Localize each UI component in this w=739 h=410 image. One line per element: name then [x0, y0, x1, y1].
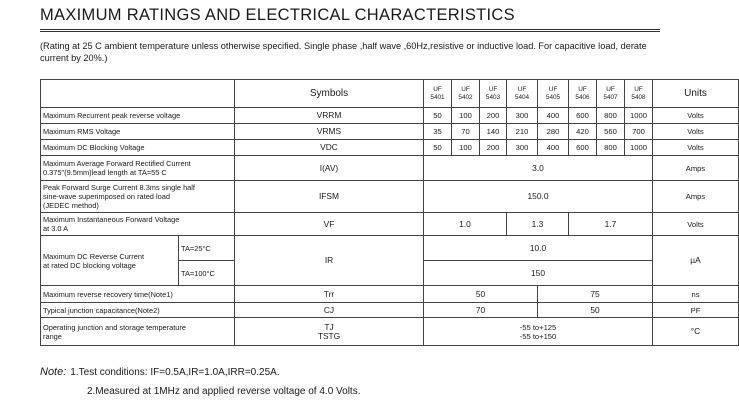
ratings-table [40, 79, 739, 346]
unit-cj: PF [653, 303, 739, 318]
unit-iav: Amps [653, 156, 739, 181]
label-ifsm: Peak Forward Surge Current 8.3ms single half sine-wave superimposed on rated load (JEDEC method) [41, 181, 235, 213]
vdc-5401: 50 [424, 140, 452, 156]
rating-conditions: (Rating at 25 C ambient temperature unless otherwise specified. Single phase ,half wave ,60Hz,resistive or inductive load. For capacitive load, derate current by 20%.) [40, 41, 647, 63]
symbol-ir: IR [235, 236, 424, 286]
symbol-vf: VF [235, 213, 424, 236]
header-symbols: Symbols [235, 80, 424, 108]
vdc-5403: 200 [480, 140, 507, 156]
vdc-5405: 400 [538, 140, 569, 156]
label-vf: Maximum Instantaneous Forward Voltage at 3.0 A [41, 213, 235, 236]
notes [40, 363, 361, 401]
vdc-5402: 100 [452, 140, 480, 156]
row-ifsm [41, 181, 739, 213]
label-cj: Typical junction capacitance(Note2) [41, 303, 235, 318]
value-ifsm: 150.0 [424, 181, 653, 213]
vrms-5403: 140 [480, 124, 507, 140]
value-temp: -55 to+125 -55 to+150 [424, 318, 653, 346]
label-vdc: Maximum DC Blocking Voltage [41, 140, 235, 156]
value-cj-a: 70 [424, 303, 538, 318]
unit-trr: ns [653, 286, 739, 303]
vrms-5407: 560 [597, 124, 625, 140]
unit-temp: °C [653, 318, 739, 346]
vrrm-5401: 50 [424, 108, 452, 124]
header-part-5403: UF 5403 [480, 80, 507, 108]
value-trr-a: 50 [424, 286, 538, 303]
symbol-vdc: VDC [235, 140, 424, 156]
vrms-5406: 420 [569, 124, 597, 140]
title-rule-top [40, 29, 660, 30]
notes-lead: Note: [40, 366, 67, 378]
value-vf-a: 1.0 [424, 213, 507, 236]
label-ir: Maximum DC Reverse Current at rated DC blocking voltage [41, 236, 179, 286]
label-vrms: Maximum RMS Voltage [41, 124, 235, 140]
vrrm-5404: 300 [507, 108, 538, 124]
header-part-5406: UF 5406 [569, 80, 597, 108]
row-cj [41, 303, 739, 318]
page-title: MAXIMUM RATINGS AND ELECTRICAL CHARACTERISTICS [40, 6, 515, 24]
row-vrrm [41, 108, 739, 124]
label-temp: Operating junction and storage temperature range [41, 318, 235, 346]
title-rule-bottom [40, 31, 660, 32]
header-part-5401: UF 5401 [424, 80, 452, 108]
unit-ir: µA [653, 236, 739, 286]
header-part-5407: UF 5407 [597, 80, 625, 108]
symbol-ifsm: IFSM [235, 181, 424, 213]
row-ir-25 [41, 236, 739, 261]
vrms-5402: 70 [452, 124, 480, 140]
vrrm-5408: 1000 [625, 108, 653, 124]
unit-vdc: Volts [653, 140, 739, 156]
vrrm-5405: 400 [538, 108, 569, 124]
header-row [41, 80, 739, 108]
row-temp [41, 318, 739, 346]
row-iav [41, 156, 739, 181]
vdc-5407: 800 [597, 140, 625, 156]
label-iav: Maximum Average Forward Rectified Current 0.375"(9.5mm)lead length at TA=55 C [41, 156, 235, 181]
row-trr [41, 286, 739, 303]
vrrm-5403: 200 [480, 108, 507, 124]
row-vdc [41, 140, 739, 156]
row-vf [41, 213, 739, 236]
vrms-5401: 35 [424, 124, 452, 140]
header-part-5402: UF 5402 [452, 80, 480, 108]
unit-vrms: Volts [653, 124, 739, 140]
symbol-temp: TJ TSTG [235, 318, 424, 346]
header-part-5404: UF 5404 [507, 80, 538, 108]
vrms-5405: 280 [538, 124, 569, 140]
label-trr: Maximum reverse recovery time(Note1) [41, 286, 235, 303]
symbol-vrms: VRMS [235, 124, 424, 140]
value-ir-100: 150 [424, 261, 653, 286]
symbol-cj: CJ [235, 303, 424, 318]
symbol-iav: I(AV) [235, 156, 424, 181]
cond-ir-100: TA=100°C [179, 261, 235, 286]
note-1: 1.Test conditions: IF=0.5A,IR=1.0A,IRR=0.25A. [70, 367, 280, 378]
header-part-5408: UF 5408 [625, 80, 653, 108]
note-2: 2.Measured at 1MHz and applied reverse voltage of 4.0 Volts. [87, 386, 361, 397]
unit-ifsm: Amps [653, 181, 739, 213]
value-trr-b: 75 [538, 286, 653, 303]
header-blank [41, 80, 235, 108]
header-units: Units [653, 80, 739, 108]
vdc-5406: 600 [569, 140, 597, 156]
value-iav: 3.0 [424, 156, 653, 181]
cond-ir-25: TA=25°C [179, 236, 235, 261]
vdc-5404: 300 [507, 140, 538, 156]
unit-vf: Volts [653, 213, 739, 236]
vrms-5408: 700 [625, 124, 653, 140]
value-vf-b: 1.3 [507, 213, 569, 236]
value-vf-c: 1.7 [569, 213, 653, 236]
row-vrms [41, 124, 739, 140]
vdc-5408: 1000 [625, 140, 653, 156]
header-part-5405: UF 5405 [538, 80, 569, 108]
symbol-trr: Trr [235, 286, 424, 303]
label-vrrm: Maximum Recurrent peak reverse voltage [41, 108, 235, 124]
vrrm-5402: 100 [452, 108, 480, 124]
symbol-vrrm: VRRM [235, 108, 424, 124]
vrrm-5406: 600 [569, 108, 597, 124]
unit-vrrm: Volts [653, 108, 739, 124]
value-cj-b: 50 [538, 303, 653, 318]
value-ir-25: 10.0 [424, 236, 653, 261]
vrms-5404: 210 [507, 124, 538, 140]
vrrm-5407: 800 [597, 108, 625, 124]
